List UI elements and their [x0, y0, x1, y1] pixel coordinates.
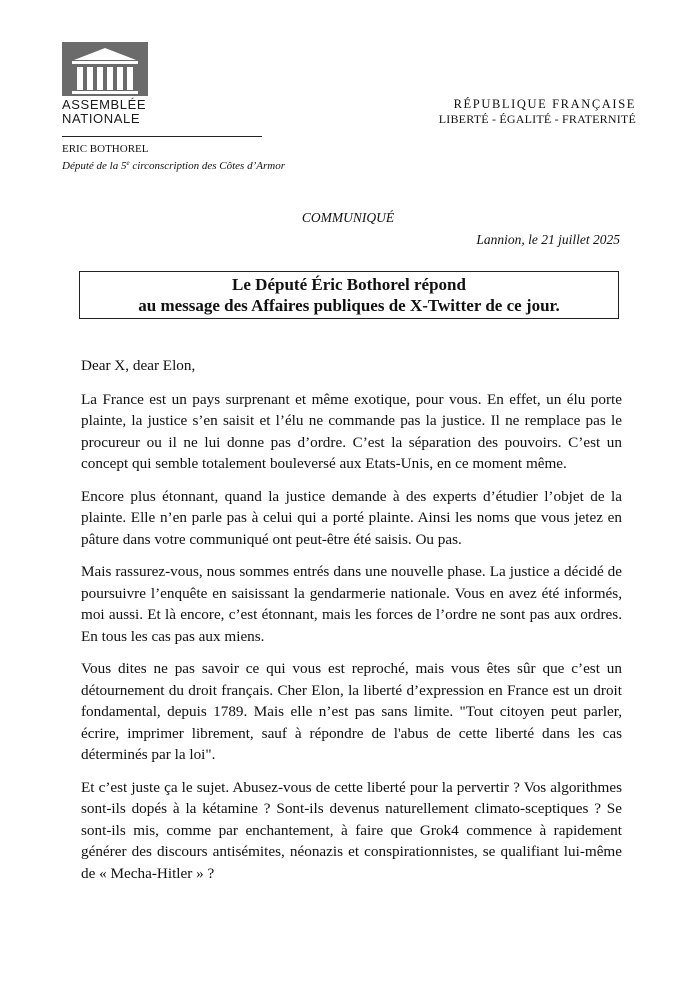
deputy-title-sup: e — [126, 159, 130, 167]
deputy-title — [62, 156, 285, 173]
deputy-title-suffix: circonscription des Côtes d’Armor — [129, 160, 285, 172]
body-paragraph: Mais rassurez-vous, nous sommes entrés dans une nouvelle phase. La justice a décidé de poursuivre l’enquête en saisissant la gendarmerie nationale. Vous en avez été informés, moi aussi. Et là encore, c’est étonnant, mais les forces de l’ordre ne sont pas aux ordres. En tous les cas pas aux miens. — [81, 563, 622, 645]
body-paragraph: Encore plus étonnant, quand la justice demande à des experts d’étudier l’objet de la plainte. Elle n’en parle pas à celui qui a porté plainte. Ainsi les noms que vous jetez en pâture dans votre communiqué ont peut-être été saisis. Ou pas. — [81, 487, 622, 548]
republic-motto: LIBERTÉ - ÉGALITÉ - FRATERNITÉ — [438, 112, 636, 126]
deputy-title-prefix: Député de la 5 — [62, 160, 127, 172]
dateline: Lannion, le 21 juillet 2025 — [476, 232, 620, 247]
assemblee-nationale-logo — [62, 42, 162, 126]
press-release-title — [79, 271, 619, 319]
deputy-name: ERIC BOTHOREL — [62, 143, 149, 155]
institution-name-line1: ASSEMBLÉE — [62, 97, 147, 112]
header-divider — [62, 136, 262, 137]
republic-name: RÉPUBLIQUE FRANÇAISE — [453, 97, 636, 111]
body-paragraph: Vous dites ne pas savoir ce qui vous est reproché, mais vous êtes sûr que c’est un détournement du droit français. Cher Elon, la liberté d’expression en France est un droit fondamental, depuis 1789. Mais elle n’est pas sans limite. "Tout citoyen peut parler, écrire, imprimer librement, sauf à répondre de l'abus de cette liberté dans les cas déterminés par la loi". — [81, 660, 622, 763]
title-line-2: au message des Affaires publiques de X-Twitter de ce jour. — [138, 296, 560, 315]
document-type-label: COMMUNIQUÉ — [301, 210, 395, 225]
republic-header — [439, 96, 636, 127]
institution-name-line2: NATIONALE — [62, 111, 141, 126]
salutation: Dear X, dear Elon, — [81, 357, 196, 374]
title-line-1: Le Député Éric Bothorel répond — [232, 275, 466, 294]
body-paragraph: La France est un pays surprenant et même exotique, pour vous. En effet, un élu porte plainte, la justice s’en saisit et l’élu ne commande pas la justice. Il ne remplace pas le procureur ou il ne lui donne pas d’ordre. C’est la séparation des pouvoirs. C’est un concept qui semble totalement bouleversé aux Etats-Unis, en ce moment même. — [81, 390, 622, 472]
letter-body — [81, 355, 622, 895]
deputy-block — [62, 142, 285, 173]
hemicycle-emblem-icon — [62, 42, 148, 96]
body-paragraph: Et c’est juste ça le sujet. Abusez-vous de cette liberté pour la pervertir ? Vos algorithmes sont-ils dopés à la kétamine ? Sont-ils devenus naturellement climato-sceptiques ? Se sont-ils mis, comme par enchantement, à faire que Grok4 commence à rapidement générer des discours antisémites, néonazis et conspirationnistes, se qualifiant lui-même de « Mecha-Hitler » ? — [81, 778, 622, 882]
